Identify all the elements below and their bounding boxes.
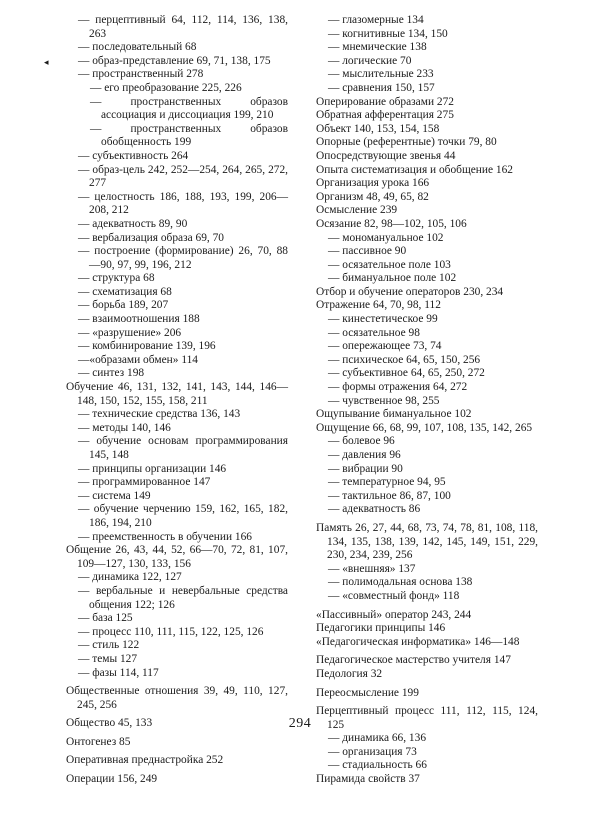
- index-entry: Онтогенез 85: [66, 735, 131, 748]
- index-entry: Осмысление 239: [316, 204, 398, 217]
- index-subentry: — болевое 96: [328, 435, 395, 448]
- index-subentry: — адекватность 89, 90: [78, 217, 188, 230]
- index-subentry: — система 149: [78, 489, 151, 502]
- index-entry: Отбор и обучение операторов 230, 234: [316, 285, 504, 298]
- index-subentry: — вибрации 90: [328, 462, 403, 475]
- index-subentry: — перцептивный 64, 112, 114, 136, 138, 263: [78, 14, 288, 40]
- index-subentry: — обучение основам программирования 145, 148: [78, 435, 288, 461]
- index-subentry: — глазомерные 134: [328, 14, 424, 26]
- index-subentry: — «внешняя» 137: [328, 562, 416, 575]
- page-number: 294: [288, 716, 312, 731]
- index-subentry: — бимануальное поле 102: [328, 272, 457, 285]
- index-entry: Общественные отношения 39, 49, 110, 127, 245, 256: [66, 685, 288, 711]
- index-subentry: — схематизация 68: [78, 285, 172, 298]
- index-entry: Объект 140, 153, 154, 158: [316, 122, 440, 135]
- index-entry: Педология 32: [316, 667, 383, 680]
- index-entry: Общение 26, 43, 44, 52, 66—70, 72, 81, 107, 109—127, 130, 133, 156: [66, 544, 288, 570]
- index-entry: Ощущение 66, 68, 99, 107, 108, 135, 142, 265: [316, 421, 533, 434]
- index-subentry: — стиль 122: [78, 639, 140, 652]
- index-subentry: — опережающее 73, 74: [328, 340, 442, 353]
- index-subentry: — мыслительные 233: [328, 68, 434, 81]
- index-subentry: — последовательный 68: [78, 41, 197, 54]
- index-subentry: — фазы 114, 117: [78, 666, 159, 679]
- index-subentry: — пространственных образов обобщенность 199: [90, 122, 288, 149]
- index-subentry: — организация 73: [328, 745, 417, 758]
- index-subentry: — пространственных образов ассоциация и диссоциация 199, 210: [90, 95, 288, 122]
- index-subentry: — чувственное 98, 255: [328, 394, 440, 407]
- index-subentry: — структура 68: [78, 272, 155, 285]
- index-subentry: — технические средства 136, 143: [78, 408, 241, 421]
- index-subentry: — когнитивные 134, 150: [328, 27, 448, 40]
- index-subentry: — темы 127: [78, 652, 138, 665]
- index-subentry: — кинестетическое 99: [328, 313, 438, 326]
- index-entry: Перцептивный процесс 111, 112, 115, 124, 125: [316, 705, 538, 731]
- index-subentry: — логические 70: [328, 54, 412, 67]
- index-subentry: — вербализация образа 69, 70: [78, 231, 224, 244]
- index-subentry: — «совместный фонд» 118: [328, 589, 460, 602]
- index-subentry: — «разрушение» 206: [78, 326, 182, 339]
- index-subentry: — база 125: [78, 612, 133, 625]
- index-subentry: — пассивное 90: [328, 245, 407, 258]
- index-entry: Память 26, 27, 44, 68, 73, 74, 78, 81, 108, 118, 134, 135, 138, 139, 142, 145, 149, 151, 229, 230, 234, 239, 256: [316, 521, 538, 562]
- index-entry: Общество 45, 133: [66, 717, 153, 730]
- index-subentry: — формы отражения 64, 272: [328, 381, 468, 394]
- index-subentry: — сравнения 150, 157: [328, 81, 435, 94]
- index-subentry: — его преобразование 225, 226: [90, 81, 242, 94]
- index-subentry: — мономануальное 102: [328, 231, 444, 244]
- index-entry: Переосмысление 199: [316, 686, 419, 699]
- index-subentry: — динамика 66, 136: [328, 732, 427, 745]
- index-entry: Организм 48, 49, 65, 82: [316, 190, 429, 203]
- index-subentry: — стадиальность 66: [328, 759, 427, 772]
- index-subentry: — адекватность 86: [328, 503, 421, 516]
- index-entry: Педагогическое мастерство учителя 147: [316, 654, 511, 667]
- index-entry: Оперирование образами 272: [316, 95, 454, 108]
- index-entry: Обратная афферентация 275: [316, 109, 454, 122]
- index-entry: Отражение 64, 70, 98, 112: [316, 299, 441, 312]
- index-subentry: — температурное 94, 95: [328, 476, 446, 489]
- index-subentry: — субъективное 64, 65, 250, 272: [328, 367, 485, 380]
- index-subentry: — образ-цель 242, 252—254, 264, 265, 272, 277: [78, 163, 288, 190]
- index-entry: Опорные (референтные) точки 79, 80: [316, 136, 497, 149]
- index-subentry: — комбинирование 139, 196: [78, 340, 216, 353]
- index-subentry: — процесс 110, 111, 115, 122, 125, 126: [78, 625, 264, 638]
- index-subentry: —«образами обмен» 114: [78, 353, 198, 366]
- index-subentry: — построение (формирование) 26, 70, 88—90, 97, 99, 196, 212: [78, 245, 288, 271]
- index-entry: Организация урока 166: [316, 177, 430, 190]
- index-subentry: — тактильное 86, 87, 100: [328, 489, 451, 502]
- index-entry: Ощупывание бимануальное 102: [316, 408, 472, 421]
- index-subentry: — вербальные и невербальные средства общения 122; 126: [78, 584, 288, 611]
- margin-mark: ◂: [44, 57, 49, 67]
- index-entry: Обучение 46, 131, 132, 141, 143, 144, 146—148, 150, 152, 155, 158, 211: [66, 381, 288, 407]
- index-subentry: — осязательное 98: [328, 326, 420, 339]
- index-subentry: — методы 140, 146: [78, 421, 171, 434]
- index-entry: Осязание 82, 98—102, 105, 106: [316, 217, 467, 230]
- index-subentry: — мнемические 138: [328, 41, 427, 54]
- index-subentry: — полимодальная основа 138: [328, 576, 473, 589]
- index-subentry: — борьба 189, 207: [78, 299, 169, 312]
- index-entry: Оперативная преднастройка 252: [66, 754, 224, 767]
- index-entry: «Педагогическая информатика» 146—148: [316, 635, 520, 648]
- index-subentry: — синтез 198: [78, 367, 145, 380]
- index-entry: Педагогики принципы 146: [316, 622, 446, 635]
- index-subentry: — субъективность 264: [78, 149, 189, 162]
- left-column: [66, 14, 288, 787]
- index-subentry: — осязательное поле 103: [328, 258, 451, 271]
- index-subentry: — образ-представление 69, 71, 138, 175: [78, 54, 271, 67]
- index-subentry: — целостность 186, 188, 193, 199, 206—208, 212: [78, 190, 288, 217]
- index-entry: Пирамида свойств 37: [316, 773, 420, 786]
- index-entry: Опыта систематизация и обобщение 162: [316, 163, 513, 176]
- index-subentry: — программированное 147: [78, 476, 211, 489]
- index-subentry: — принципы организации 146: [78, 462, 227, 475]
- index-subentry: — психическое 64, 65, 150, 256: [328, 353, 481, 366]
- index-subentry: — преемственность в обучении 166: [78, 530, 252, 543]
- index-entry: Опосредствующие звенья 44: [316, 149, 456, 162]
- index-subentry: — давления 96: [328, 449, 401, 461]
- right-column: [316, 14, 538, 787]
- index-subentry: — взаимоотношения 188: [78, 313, 200, 326]
- index-subentry: — динамика 122, 127: [78, 571, 182, 584]
- index-entry: Операции 156, 249: [66, 773, 158, 786]
- index-subentry: — обучение черчению 159, 162, 165, 182, 186, 194, 210: [78, 503, 288, 529]
- index-entry: «Пассивный» оператор 243, 244: [316, 608, 472, 621]
- index-subentry: — пространственный 278: [78, 68, 204, 81]
